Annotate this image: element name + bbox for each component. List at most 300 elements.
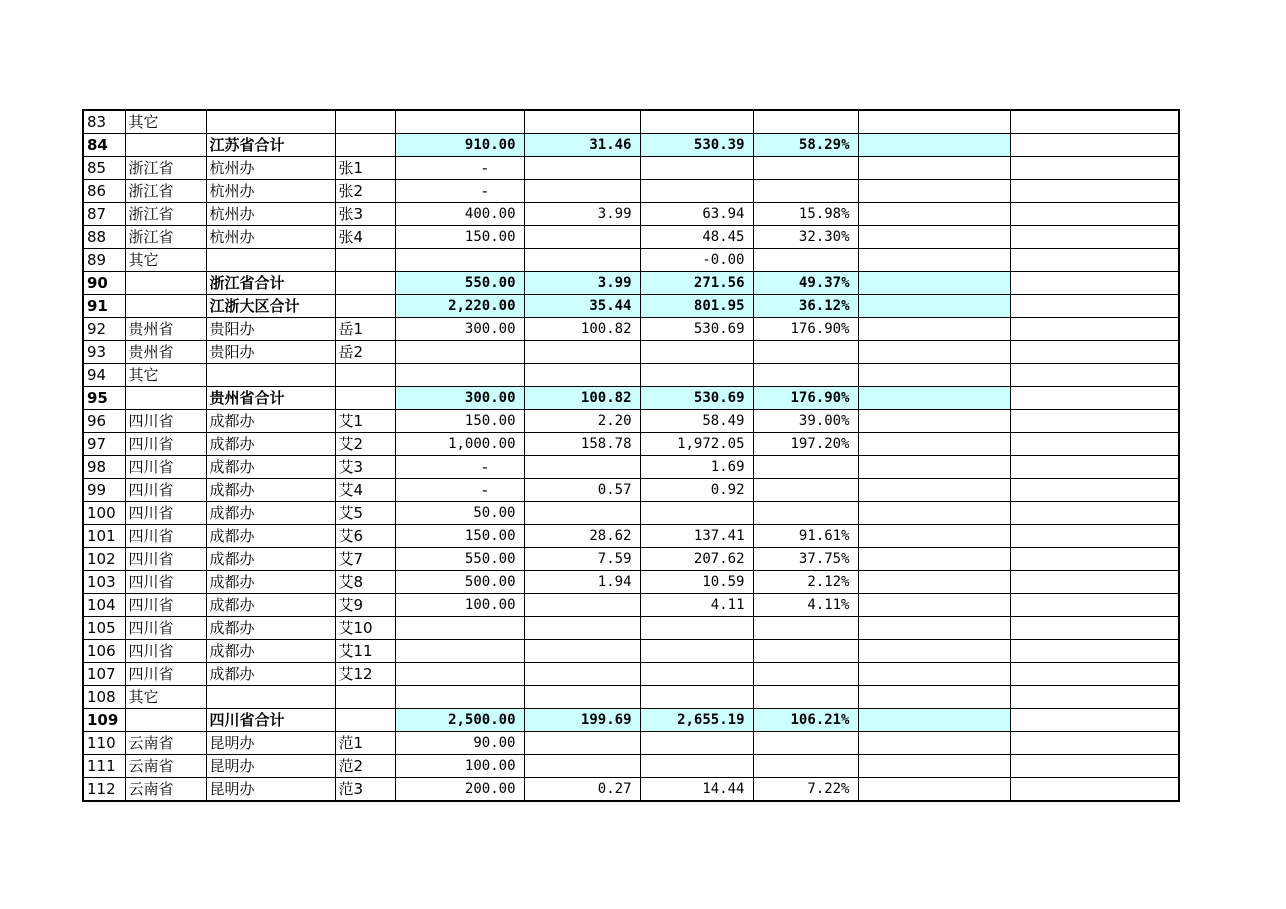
office-cell[interactable]: 成都办 (206, 571, 335, 594)
office-cell[interactable]: 杭州办 (206, 226, 335, 249)
office-cell[interactable]: 成都办 (206, 594, 335, 617)
empty-cell[interactable] (1010, 410, 1179, 433)
province-cell[interactable] (125, 272, 206, 295)
rate-cell[interactable] (753, 180, 858, 203)
value-2-cell[interactable] (524, 157, 640, 180)
person-cell[interactable]: 范2 (335, 755, 395, 778)
office-cell[interactable]: 昆明办 (206, 778, 335, 802)
target-cell[interactable]: 400.00 (395, 203, 524, 226)
office-cell[interactable] (206, 110, 335, 134)
province-cell[interactable]: 四川省 (125, 456, 206, 479)
person-cell[interactable]: 艾10 (335, 617, 395, 640)
office-cell[interactable]: 成都办 (206, 479, 335, 502)
target-cell[interactable]: 2,500.00 (395, 709, 524, 732)
row-index-cell[interactable]: 102 (83, 548, 125, 571)
rate-cell[interactable]: 106.21% (753, 709, 858, 732)
target-cell[interactable] (395, 686, 524, 709)
target-cell[interactable] (395, 110, 524, 134)
value-2-cell[interactable]: 2.20 (524, 410, 640, 433)
row-index-cell[interactable]: 90 (83, 272, 125, 295)
rate-cell[interactable]: 39.00% (753, 410, 858, 433)
office-cell[interactable] (206, 686, 335, 709)
empty-cell[interactable] (858, 341, 1010, 364)
province-cell[interactable]: 四川省 (125, 594, 206, 617)
value-2-cell[interactable]: 7.59 (524, 548, 640, 571)
province-cell[interactable]: 四川省 (125, 433, 206, 456)
row-index-cell[interactable]: 95 (83, 387, 125, 410)
rate-cell[interactable] (753, 663, 858, 686)
value-3-cell[interactable]: 207.62 (640, 548, 753, 571)
person-cell[interactable] (335, 364, 395, 387)
target-cell[interactable] (395, 663, 524, 686)
person-cell[interactable] (335, 709, 395, 732)
row-index-cell[interactable]: 110 (83, 732, 125, 755)
value-2-cell[interactable] (524, 456, 640, 479)
office-cell[interactable] (206, 249, 335, 272)
empty-cell[interactable] (1010, 525, 1179, 548)
province-cell[interactable] (125, 295, 206, 318)
office-cell[interactable]: 贵阳办 (206, 318, 335, 341)
row-index-cell[interactable]: 103 (83, 571, 125, 594)
value-3-cell[interactable]: -0.00 (640, 249, 753, 272)
rate-cell[interactable]: 7.22% (753, 778, 858, 802)
target-cell[interactable]: 100.00 (395, 594, 524, 617)
empty-cell[interactable] (858, 387, 1010, 410)
value-3-cell[interactable]: 1.69 (640, 456, 753, 479)
rate-cell[interactable] (753, 617, 858, 640)
province-cell[interactable]: 四川省 (125, 479, 206, 502)
row-index-cell[interactable]: 94 (83, 364, 125, 387)
rate-cell[interactable]: 37.75% (753, 548, 858, 571)
value-3-cell[interactable]: 530.69 (640, 318, 753, 341)
row-index-cell[interactable]: 98 (83, 456, 125, 479)
province-cell[interactable]: 四川省 (125, 410, 206, 433)
row-index-cell[interactable]: 100 (83, 502, 125, 525)
empty-cell[interactable] (858, 548, 1010, 571)
person-cell[interactable] (335, 249, 395, 272)
target-cell[interactable]: 150.00 (395, 525, 524, 548)
value-2-cell[interactable] (524, 110, 640, 134)
empty-cell[interactable] (858, 502, 1010, 525)
empty-cell[interactable] (1010, 272, 1179, 295)
rate-cell[interactable] (753, 110, 858, 134)
office-cell[interactable]: 成都办 (206, 548, 335, 571)
empty-cell[interactable] (1010, 387, 1179, 410)
person-cell[interactable]: 艾9 (335, 594, 395, 617)
person-cell[interactable] (335, 110, 395, 134)
target-cell[interactable]: 90.00 (395, 732, 524, 755)
rate-cell[interactable] (753, 502, 858, 525)
rate-cell[interactable] (753, 456, 858, 479)
person-cell[interactable]: 艾1 (335, 410, 395, 433)
person-cell[interactable]: 艾3 (335, 456, 395, 479)
province-cell[interactable]: 其它 (125, 249, 206, 272)
row-index-cell[interactable]: 99 (83, 479, 125, 502)
office-cell[interactable]: 成都办 (206, 617, 335, 640)
value-2-cell[interactable] (524, 249, 640, 272)
province-cell[interactable]: 四川省 (125, 525, 206, 548)
row-index-cell[interactable]: 89 (83, 249, 125, 272)
target-cell[interactable]: - (395, 456, 524, 479)
rate-cell[interactable]: 58.29% (753, 134, 858, 157)
target-cell[interactable] (395, 341, 524, 364)
empty-cell[interactable] (1010, 364, 1179, 387)
row-index-cell[interactable]: 88 (83, 226, 125, 249)
rate-cell[interactable] (753, 364, 858, 387)
empty-cell[interactable] (858, 755, 1010, 778)
value-3-cell[interactable]: 530.69 (640, 387, 753, 410)
value-3-cell[interactable]: 58.49 (640, 410, 753, 433)
value-3-cell[interactable]: 10.59 (640, 571, 753, 594)
value-2-cell[interactable]: 3.99 (524, 203, 640, 226)
person-cell[interactable]: 艾6 (335, 525, 395, 548)
value-3-cell[interactable]: 2,655.19 (640, 709, 753, 732)
target-cell[interactable]: 150.00 (395, 226, 524, 249)
office-cell[interactable]: 浙江省合计 (206, 272, 335, 295)
province-cell[interactable]: 云南省 (125, 755, 206, 778)
person-cell[interactable] (335, 295, 395, 318)
rate-cell[interactable] (753, 686, 858, 709)
office-cell[interactable] (206, 364, 335, 387)
office-cell[interactable]: 杭州办 (206, 180, 335, 203)
empty-cell[interactable] (1010, 249, 1179, 272)
row-index-cell[interactable]: 112 (83, 778, 125, 802)
person-cell[interactable]: 艾4 (335, 479, 395, 502)
target-cell[interactable]: 150.00 (395, 410, 524, 433)
empty-cell[interactable] (1010, 686, 1179, 709)
rate-cell[interactable]: 15.98% (753, 203, 858, 226)
value-3-cell[interactable]: 271.56 (640, 272, 753, 295)
province-cell[interactable]: 四川省 (125, 548, 206, 571)
person-cell[interactable]: 艾12 (335, 663, 395, 686)
office-cell[interactable]: 成都办 (206, 433, 335, 456)
empty-cell[interactable] (858, 410, 1010, 433)
province-cell[interactable] (125, 134, 206, 157)
value-2-cell[interactable] (524, 663, 640, 686)
row-index-cell[interactable]: 91 (83, 295, 125, 318)
empty-cell[interactable] (858, 732, 1010, 755)
empty-cell[interactable] (858, 295, 1010, 318)
value-2-cell[interactable] (524, 617, 640, 640)
rate-cell[interactable]: 176.90% (753, 387, 858, 410)
target-cell[interactable]: 1,000.00 (395, 433, 524, 456)
office-cell[interactable]: 贵阳办 (206, 341, 335, 364)
value-2-cell[interactable]: 0.27 (524, 778, 640, 802)
value-3-cell[interactable] (640, 110, 753, 134)
office-cell[interactable]: 四川省合计 (206, 709, 335, 732)
target-cell[interactable]: 200.00 (395, 778, 524, 802)
person-cell[interactable]: 张2 (335, 180, 395, 203)
empty-cell[interactable] (858, 778, 1010, 802)
value-3-cell[interactable]: 1,972.05 (640, 433, 753, 456)
empty-cell[interactable] (1010, 732, 1179, 755)
target-cell[interactable] (395, 617, 524, 640)
office-cell[interactable]: 贵州省合计 (206, 387, 335, 410)
province-cell[interactable]: 浙江省 (125, 226, 206, 249)
value-2-cell[interactable]: 0.57 (524, 479, 640, 502)
person-cell[interactable] (335, 134, 395, 157)
value-2-cell[interactable] (524, 502, 640, 525)
empty-cell[interactable] (858, 364, 1010, 387)
province-cell[interactable]: 其它 (125, 686, 206, 709)
office-cell[interactable]: 昆明办 (206, 755, 335, 778)
rate-cell[interactable] (753, 640, 858, 663)
province-cell[interactable]: 其它 (125, 364, 206, 387)
empty-cell[interactable] (858, 709, 1010, 732)
rate-cell[interactable] (753, 732, 858, 755)
value-3-cell[interactable] (640, 755, 753, 778)
empty-cell[interactable] (1010, 226, 1179, 249)
empty-cell[interactable] (858, 663, 1010, 686)
empty-cell[interactable] (858, 157, 1010, 180)
empty-cell[interactable] (858, 433, 1010, 456)
target-cell[interactable]: 300.00 (395, 387, 524, 410)
target-cell[interactable]: - (395, 157, 524, 180)
value-2-cell[interactable]: 35.44 (524, 295, 640, 318)
province-cell[interactable]: 贵州省 (125, 318, 206, 341)
value-2-cell[interactable] (524, 732, 640, 755)
row-index-cell[interactable]: 111 (83, 755, 125, 778)
value-2-cell[interactable]: 1.94 (524, 571, 640, 594)
empty-cell[interactable] (1010, 594, 1179, 617)
rate-cell[interactable] (753, 341, 858, 364)
empty-cell[interactable] (1010, 341, 1179, 364)
empty-cell[interactable] (858, 110, 1010, 134)
value-2-cell[interactable] (524, 341, 640, 364)
province-cell[interactable]: 四川省 (125, 663, 206, 686)
person-cell[interactable]: 岳1 (335, 318, 395, 341)
person-cell[interactable]: 张4 (335, 226, 395, 249)
empty-cell[interactable] (1010, 617, 1179, 640)
empty-cell[interactable] (1010, 110, 1179, 134)
office-cell[interactable]: 杭州办 (206, 203, 335, 226)
row-index-cell[interactable]: 101 (83, 525, 125, 548)
row-index-cell[interactable]: 85 (83, 157, 125, 180)
value-3-cell[interactable] (640, 364, 753, 387)
person-cell[interactable] (335, 686, 395, 709)
row-index-cell[interactable]: 107 (83, 663, 125, 686)
row-index-cell[interactable]: 104 (83, 594, 125, 617)
rate-cell[interactable]: 32.30% (753, 226, 858, 249)
person-cell[interactable]: 艾5 (335, 502, 395, 525)
rate-cell[interactable] (753, 755, 858, 778)
value-3-cell[interactable] (640, 502, 753, 525)
target-cell[interactable]: - (395, 180, 524, 203)
province-cell[interactable]: 其它 (125, 110, 206, 134)
office-cell[interactable]: 江苏省合计 (206, 134, 335, 157)
province-cell[interactable]: 浙江省 (125, 157, 206, 180)
empty-cell[interactable] (1010, 571, 1179, 594)
row-index-cell[interactable]: 84 (83, 134, 125, 157)
value-2-cell[interactable]: 3.99 (524, 272, 640, 295)
person-cell[interactable]: 张1 (335, 157, 395, 180)
empty-cell[interactable] (858, 617, 1010, 640)
value-3-cell[interactable]: 48.45 (640, 226, 753, 249)
province-cell[interactable]: 浙江省 (125, 180, 206, 203)
value-2-cell[interactable]: 199.69 (524, 709, 640, 732)
value-2-cell[interactable] (524, 686, 640, 709)
empty-cell[interactable] (1010, 157, 1179, 180)
office-cell[interactable]: 成都办 (206, 410, 335, 433)
value-3-cell[interactable]: 0.92 (640, 479, 753, 502)
empty-cell[interactable] (1010, 479, 1179, 502)
value-2-cell[interactable] (524, 364, 640, 387)
empty-cell[interactable] (1010, 295, 1179, 318)
value-3-cell[interactable] (640, 157, 753, 180)
target-cell[interactable]: 300.00 (395, 318, 524, 341)
empty-cell[interactable] (1010, 640, 1179, 663)
target-cell[interactable]: 550.00 (395, 548, 524, 571)
empty-cell[interactable] (1010, 456, 1179, 479)
empty-cell[interactable] (1010, 663, 1179, 686)
row-index-cell[interactable]: 92 (83, 318, 125, 341)
rate-cell[interactable]: 91.61% (753, 525, 858, 548)
target-cell[interactable]: 100.00 (395, 755, 524, 778)
empty-cell[interactable] (1010, 502, 1179, 525)
empty-cell[interactable] (858, 640, 1010, 663)
office-cell[interactable]: 成都办 (206, 640, 335, 663)
empty-cell[interactable] (1010, 709, 1179, 732)
empty-cell[interactable] (1010, 548, 1179, 571)
empty-cell[interactable] (1010, 778, 1179, 802)
empty-cell[interactable] (858, 318, 1010, 341)
row-index-cell[interactable]: 93 (83, 341, 125, 364)
value-3-cell[interactable]: 801.95 (640, 295, 753, 318)
province-cell[interactable]: 云南省 (125, 778, 206, 802)
value-3-cell[interactable]: 4.11 (640, 594, 753, 617)
value-2-cell[interactable]: 28.62 (524, 525, 640, 548)
province-cell[interactable]: 浙江省 (125, 203, 206, 226)
rate-cell[interactable]: 4.11% (753, 594, 858, 617)
value-2-cell[interactable] (524, 640, 640, 663)
row-index-cell[interactable]: 96 (83, 410, 125, 433)
target-cell[interactable]: 500.00 (395, 571, 524, 594)
empty-cell[interactable] (1010, 318, 1179, 341)
value-2-cell[interactable]: 100.82 (524, 387, 640, 410)
province-cell[interactable] (125, 709, 206, 732)
empty-cell[interactable] (858, 479, 1010, 502)
value-3-cell[interactable] (640, 686, 753, 709)
person-cell[interactable]: 艾11 (335, 640, 395, 663)
value-2-cell[interactable]: 100.82 (524, 318, 640, 341)
value-2-cell[interactable]: 31.46 (524, 134, 640, 157)
value-3-cell[interactable] (640, 341, 753, 364)
target-cell[interactable]: 2,220.00 (395, 295, 524, 318)
target-cell[interactable] (395, 249, 524, 272)
rate-cell[interactable]: 36.12% (753, 295, 858, 318)
office-cell[interactable]: 昆明办 (206, 732, 335, 755)
person-cell[interactable]: 张3 (335, 203, 395, 226)
target-cell[interactable]: 550.00 (395, 272, 524, 295)
value-2-cell[interactable] (524, 594, 640, 617)
target-cell[interactable] (395, 364, 524, 387)
rate-cell[interactable] (753, 479, 858, 502)
person-cell[interactable] (335, 272, 395, 295)
value-3-cell[interactable]: 137.41 (640, 525, 753, 548)
value-2-cell[interactable]: 158.78 (524, 433, 640, 456)
person-cell[interactable]: 范3 (335, 778, 395, 802)
empty-cell[interactable] (858, 594, 1010, 617)
row-index-cell[interactable]: 97 (83, 433, 125, 456)
province-cell[interactable]: 四川省 (125, 571, 206, 594)
row-index-cell[interactable]: 108 (83, 686, 125, 709)
empty-cell[interactable] (1010, 134, 1179, 157)
target-cell[interactable]: 50.00 (395, 502, 524, 525)
rate-cell[interactable] (753, 249, 858, 272)
empty-cell[interactable] (1010, 433, 1179, 456)
person-cell[interactable]: 艾7 (335, 548, 395, 571)
office-cell[interactable]: 江浙大区合计 (206, 295, 335, 318)
rate-cell[interactable]: 176.90% (753, 318, 858, 341)
row-index-cell[interactable]: 87 (83, 203, 125, 226)
province-cell[interactable]: 四川省 (125, 640, 206, 663)
person-cell[interactable]: 岳2 (335, 341, 395, 364)
empty-cell[interactable] (858, 249, 1010, 272)
value-2-cell[interactable] (524, 180, 640, 203)
province-cell[interactable]: 云南省 (125, 732, 206, 755)
province-cell[interactable]: 四川省 (125, 502, 206, 525)
empty-cell[interactable] (1010, 755, 1179, 778)
target-cell[interactable]: - (395, 479, 524, 502)
value-2-cell[interactable] (524, 226, 640, 249)
empty-cell[interactable] (1010, 180, 1179, 203)
office-cell[interactable]: 成都办 (206, 456, 335, 479)
value-3-cell[interactable]: 14.44 (640, 778, 753, 802)
empty-cell[interactable] (858, 180, 1010, 203)
person-cell[interactable] (335, 387, 395, 410)
value-3-cell[interactable] (640, 732, 753, 755)
person-cell[interactable]: 艾8 (335, 571, 395, 594)
value-3-cell[interactable] (640, 617, 753, 640)
target-cell[interactable]: 910.00 (395, 134, 524, 157)
row-index-cell[interactable]: 86 (83, 180, 125, 203)
empty-cell[interactable] (858, 134, 1010, 157)
empty-cell[interactable] (1010, 203, 1179, 226)
value-3-cell[interactable]: 530.39 (640, 134, 753, 157)
empty-cell[interactable] (858, 272, 1010, 295)
province-cell[interactable]: 四川省 (125, 617, 206, 640)
rate-cell[interactable]: 2.12% (753, 571, 858, 594)
row-index-cell[interactable]: 83 (83, 110, 125, 134)
value-3-cell[interactable] (640, 663, 753, 686)
province-cell[interactable]: 贵州省 (125, 341, 206, 364)
value-3-cell[interactable] (640, 640, 753, 663)
rate-cell[interactable]: 49.37% (753, 272, 858, 295)
office-cell[interactable]: 成都办 (206, 663, 335, 686)
empty-cell[interactable] (858, 226, 1010, 249)
rate-cell[interactable]: 197.20% (753, 433, 858, 456)
province-cell[interactable] (125, 387, 206, 410)
person-cell[interactable]: 范1 (335, 732, 395, 755)
row-index-cell[interactable]: 105 (83, 617, 125, 640)
row-index-cell[interactable]: 109 (83, 709, 125, 732)
empty-cell[interactable] (858, 456, 1010, 479)
person-cell[interactable]: 艾2 (335, 433, 395, 456)
target-cell[interactable] (395, 640, 524, 663)
value-2-cell[interactable] (524, 755, 640, 778)
value-3-cell[interactable] (640, 180, 753, 203)
office-cell[interactable]: 成都办 (206, 502, 335, 525)
rate-cell[interactable] (753, 157, 858, 180)
empty-cell[interactable] (858, 203, 1010, 226)
office-cell[interactable]: 杭州办 (206, 157, 335, 180)
value-3-cell[interactable]: 63.94 (640, 203, 753, 226)
empty-cell[interactable] (858, 571, 1010, 594)
empty-cell[interactable] (858, 525, 1010, 548)
empty-cell[interactable] (858, 686, 1010, 709)
office-cell[interactable]: 成都办 (206, 525, 335, 548)
row-index-cell[interactable]: 106 (83, 640, 125, 663)
